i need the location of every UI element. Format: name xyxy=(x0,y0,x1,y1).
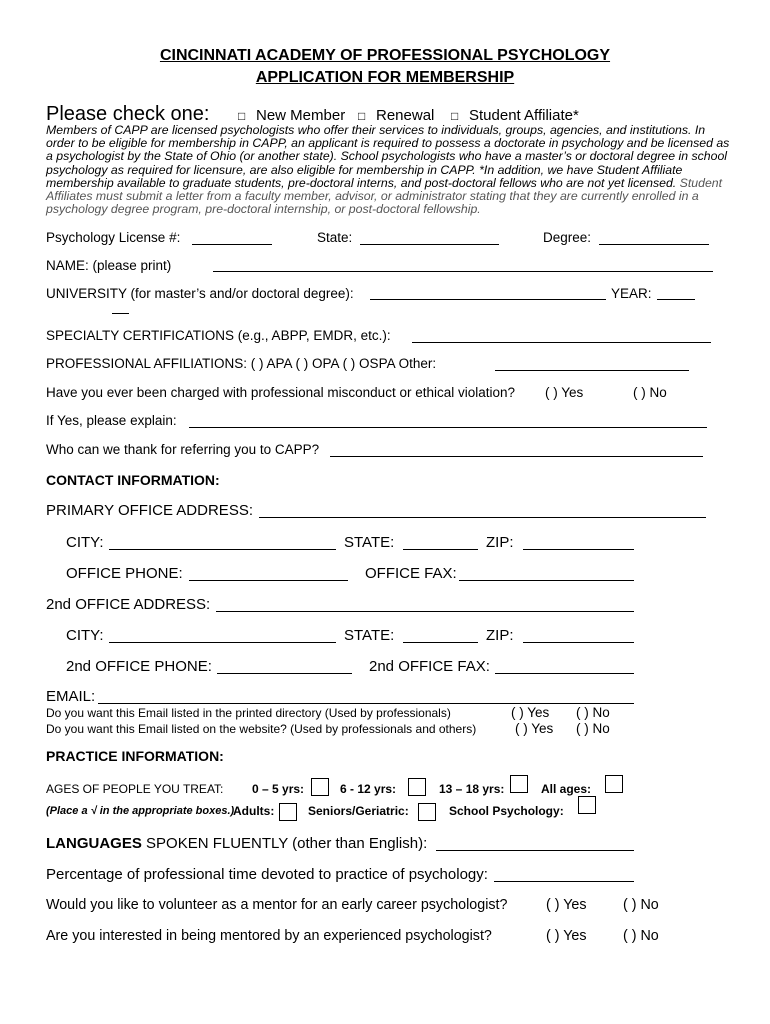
year-field-continued[interactable] xyxy=(112,313,129,314)
university-label: UNIVERSITY (for master’s and/or doctoral degree): xyxy=(46,286,354,301)
email-directory-question: Do you want this Email listed in the printed directory (Used by professionals) xyxy=(46,706,451,720)
zip-label: ZIP: xyxy=(486,534,514,551)
second-fax-label: 2nd OFFICE FAX: xyxy=(369,658,490,675)
mentored-question: Are you interested in being mentored by an experienced psychologist? xyxy=(46,928,492,944)
adults-checkbox[interactable] xyxy=(279,803,297,821)
languages-label xyxy=(46,836,427,851)
misconduct-yes-option[interactable]: ( ) Yes xyxy=(545,385,584,400)
state-field-primary[interactable] xyxy=(403,549,478,550)
mentored-no[interactable]: ( ) No xyxy=(623,928,659,944)
all-ages-label: All ages: xyxy=(541,782,592,796)
new-member-checkbox[interactable]: □ xyxy=(238,109,246,123)
mentor-yes[interactable]: ( ) Yes xyxy=(546,897,587,913)
year-label: YEAR: xyxy=(611,286,652,301)
student-affiliate-label: Student Affiliate* xyxy=(469,107,579,124)
school-psychology-label: School Psychology: xyxy=(449,804,564,818)
state-field-2[interactable] xyxy=(403,642,478,643)
percentage-field[interactable] xyxy=(494,881,634,882)
second-address-field[interactable] xyxy=(216,611,634,612)
second-phone-label: 2nd OFFICE PHONE: xyxy=(66,658,212,675)
age-13-18-checkbox[interactable] xyxy=(510,775,528,793)
new-member-label: New Member xyxy=(256,107,346,124)
adults-label: Adults: xyxy=(233,804,275,818)
age-0-5-checkbox[interactable] xyxy=(311,778,329,796)
zip-field[interactable] xyxy=(523,549,634,550)
misconduct-question: Have you ever been charged with professional misconduct or ethical violation? xyxy=(46,385,516,400)
mentored-yes[interactable]: ( ) Yes xyxy=(546,928,587,944)
languages-rest: SPOKEN FLUENTLY (other than English): xyxy=(141,835,428,852)
specialty-label: SPECIALTY CERTIFICATIONS (e.g., ABPP, EMDR, etc.): xyxy=(46,328,391,343)
place-check-note: (Place a √ in the appropriate boxes.) xyxy=(46,805,235,817)
office-fax-field[interactable] xyxy=(459,580,634,581)
languages-bold: LANGUAGES xyxy=(46,835,142,852)
age-13-18-label: 13 – 18 yrs: xyxy=(439,782,505,796)
explain-label: If Yes, please explain: xyxy=(46,413,177,428)
license-label: Psychology License #: xyxy=(46,230,181,245)
renewal-checkbox[interactable]: □ xyxy=(358,109,366,123)
seniors-checkbox[interactable] xyxy=(418,803,436,821)
name-label: NAME: (please print) xyxy=(46,258,172,273)
student-affiliate-checkbox[interactable]: □ xyxy=(451,109,459,123)
city-field[interactable] xyxy=(109,549,336,550)
zip-field-2[interactable] xyxy=(523,642,634,643)
primary-address-label: PRIMARY OFFICE ADDRESS: xyxy=(46,502,253,519)
office-phone-field[interactable] xyxy=(189,580,348,581)
second-address-label: 2nd OFFICE ADDRESS: xyxy=(46,596,211,613)
specialty-field[interactable] xyxy=(412,342,711,343)
email-website-question: Do you want this Email listed on the website? (Used by professionals and others) xyxy=(46,722,477,736)
age-6-12-checkbox[interactable] xyxy=(408,778,426,796)
name-field[interactable] xyxy=(213,271,713,272)
city-label: CITY: xyxy=(66,534,104,551)
languages-field[interactable] xyxy=(436,850,634,851)
degree-label: Degree: xyxy=(543,230,592,245)
intro-paragraph xyxy=(46,124,730,216)
state-label: State: xyxy=(317,230,353,245)
city-field-2[interactable] xyxy=(109,642,336,643)
school-psychology-checkbox[interactable] xyxy=(578,796,596,814)
form-subtitle: APPLICATION FOR MEMBERSHIP xyxy=(255,69,515,86)
mentor-question: Would you like to volunteer as a mentor for an early career psychologist? xyxy=(46,897,508,913)
primary-address-field[interactable] xyxy=(259,517,706,518)
second-fax-field[interactable] xyxy=(495,673,634,674)
second-phone-field[interactable] xyxy=(217,673,352,674)
mentor-no[interactable]: ( ) No xyxy=(623,897,659,913)
license-field[interactable] xyxy=(192,244,272,245)
contact-heading: CONTACT INFORMATION: xyxy=(46,472,220,488)
all-ages-checkbox[interactable] xyxy=(605,775,623,793)
email-label: EMAIL: xyxy=(46,688,96,705)
zip-label-2: ZIP: xyxy=(486,627,514,644)
state-label-primary: STATE: xyxy=(344,534,395,551)
affiliations-other-field[interactable] xyxy=(495,370,689,371)
email-directory-no[interactable]: ( ) No xyxy=(576,705,610,720)
renewal-label: Renewal xyxy=(376,107,435,124)
percentage-label: Percentage of professional time devoted to practice of psychology: xyxy=(46,866,488,883)
office-phone-label: OFFICE PHONE: xyxy=(66,565,183,582)
affiliations-label: PROFESSIONAL AFFILIATIONS: ( ) APA ( ) OPA ( ) OSPA Other: xyxy=(46,356,437,371)
office-fax-label: OFFICE FAX: xyxy=(365,565,457,582)
university-field[interactable] xyxy=(370,299,606,300)
state-label-2: STATE: xyxy=(344,627,395,644)
ages-label: AGES OF PEOPLE YOU TREAT: xyxy=(46,782,224,796)
intro-text: Members of CAPP are licensed psychologists who offer their services to individuals, groups, agencies, and institutions. In order to be eligible for membership in CAPP, an applicant is required to possess a doctorate in psychology and be licensed as a psychologist by the State of Ohio (or another state). School psychologists who have a master’s or doctoral degree in school psychology as required for licensure, are also eligible for membership in CAPP. *In addition, we have Student Affiliate membership available to graduate students, pre-doctoral interns, and post-doctoral fellows who are not yet licensed. xyxy=(46,123,730,190)
form-title: CINCINNATI ACADEMY OF PROFESSIONAL PSYCHOLOGY xyxy=(159,47,611,64)
email-field[interactable] xyxy=(98,703,634,704)
age-6-12-label: 6 - 12 yrs: xyxy=(340,782,397,796)
email-website-no[interactable]: ( ) No xyxy=(576,721,610,736)
check-one-label: Please check one: xyxy=(46,103,210,125)
state-field[interactable] xyxy=(360,244,499,245)
email-directory-yes[interactable]: ( ) Yes xyxy=(511,705,550,720)
misconduct-no-option[interactable]: ( ) No xyxy=(633,385,667,400)
email-website-yes[interactable]: ( ) Yes xyxy=(515,721,554,736)
explain-field[interactable] xyxy=(189,427,707,428)
intro-note: Student Affiliates must submit a letter from a faculty member, advisor, or administrator stating that they are currently enrolled in a psychology degree program, pre-doctoral internship, or post-doctoral fellowship. xyxy=(46,175,723,217)
city-label-2: CITY: xyxy=(66,627,104,644)
practice-heading: PRACTICE INFORMATION: xyxy=(46,748,224,764)
seniors-label: Seniors/Geriatric: xyxy=(308,804,409,818)
referral-label: Who can we thank for referring you to CAPP? xyxy=(46,442,320,457)
degree-field[interactable] xyxy=(599,244,709,245)
referral-field[interactable] xyxy=(330,456,703,457)
age-0-5-label: 0 – 5 yrs: xyxy=(252,782,305,796)
year-field[interactable] xyxy=(657,299,695,300)
